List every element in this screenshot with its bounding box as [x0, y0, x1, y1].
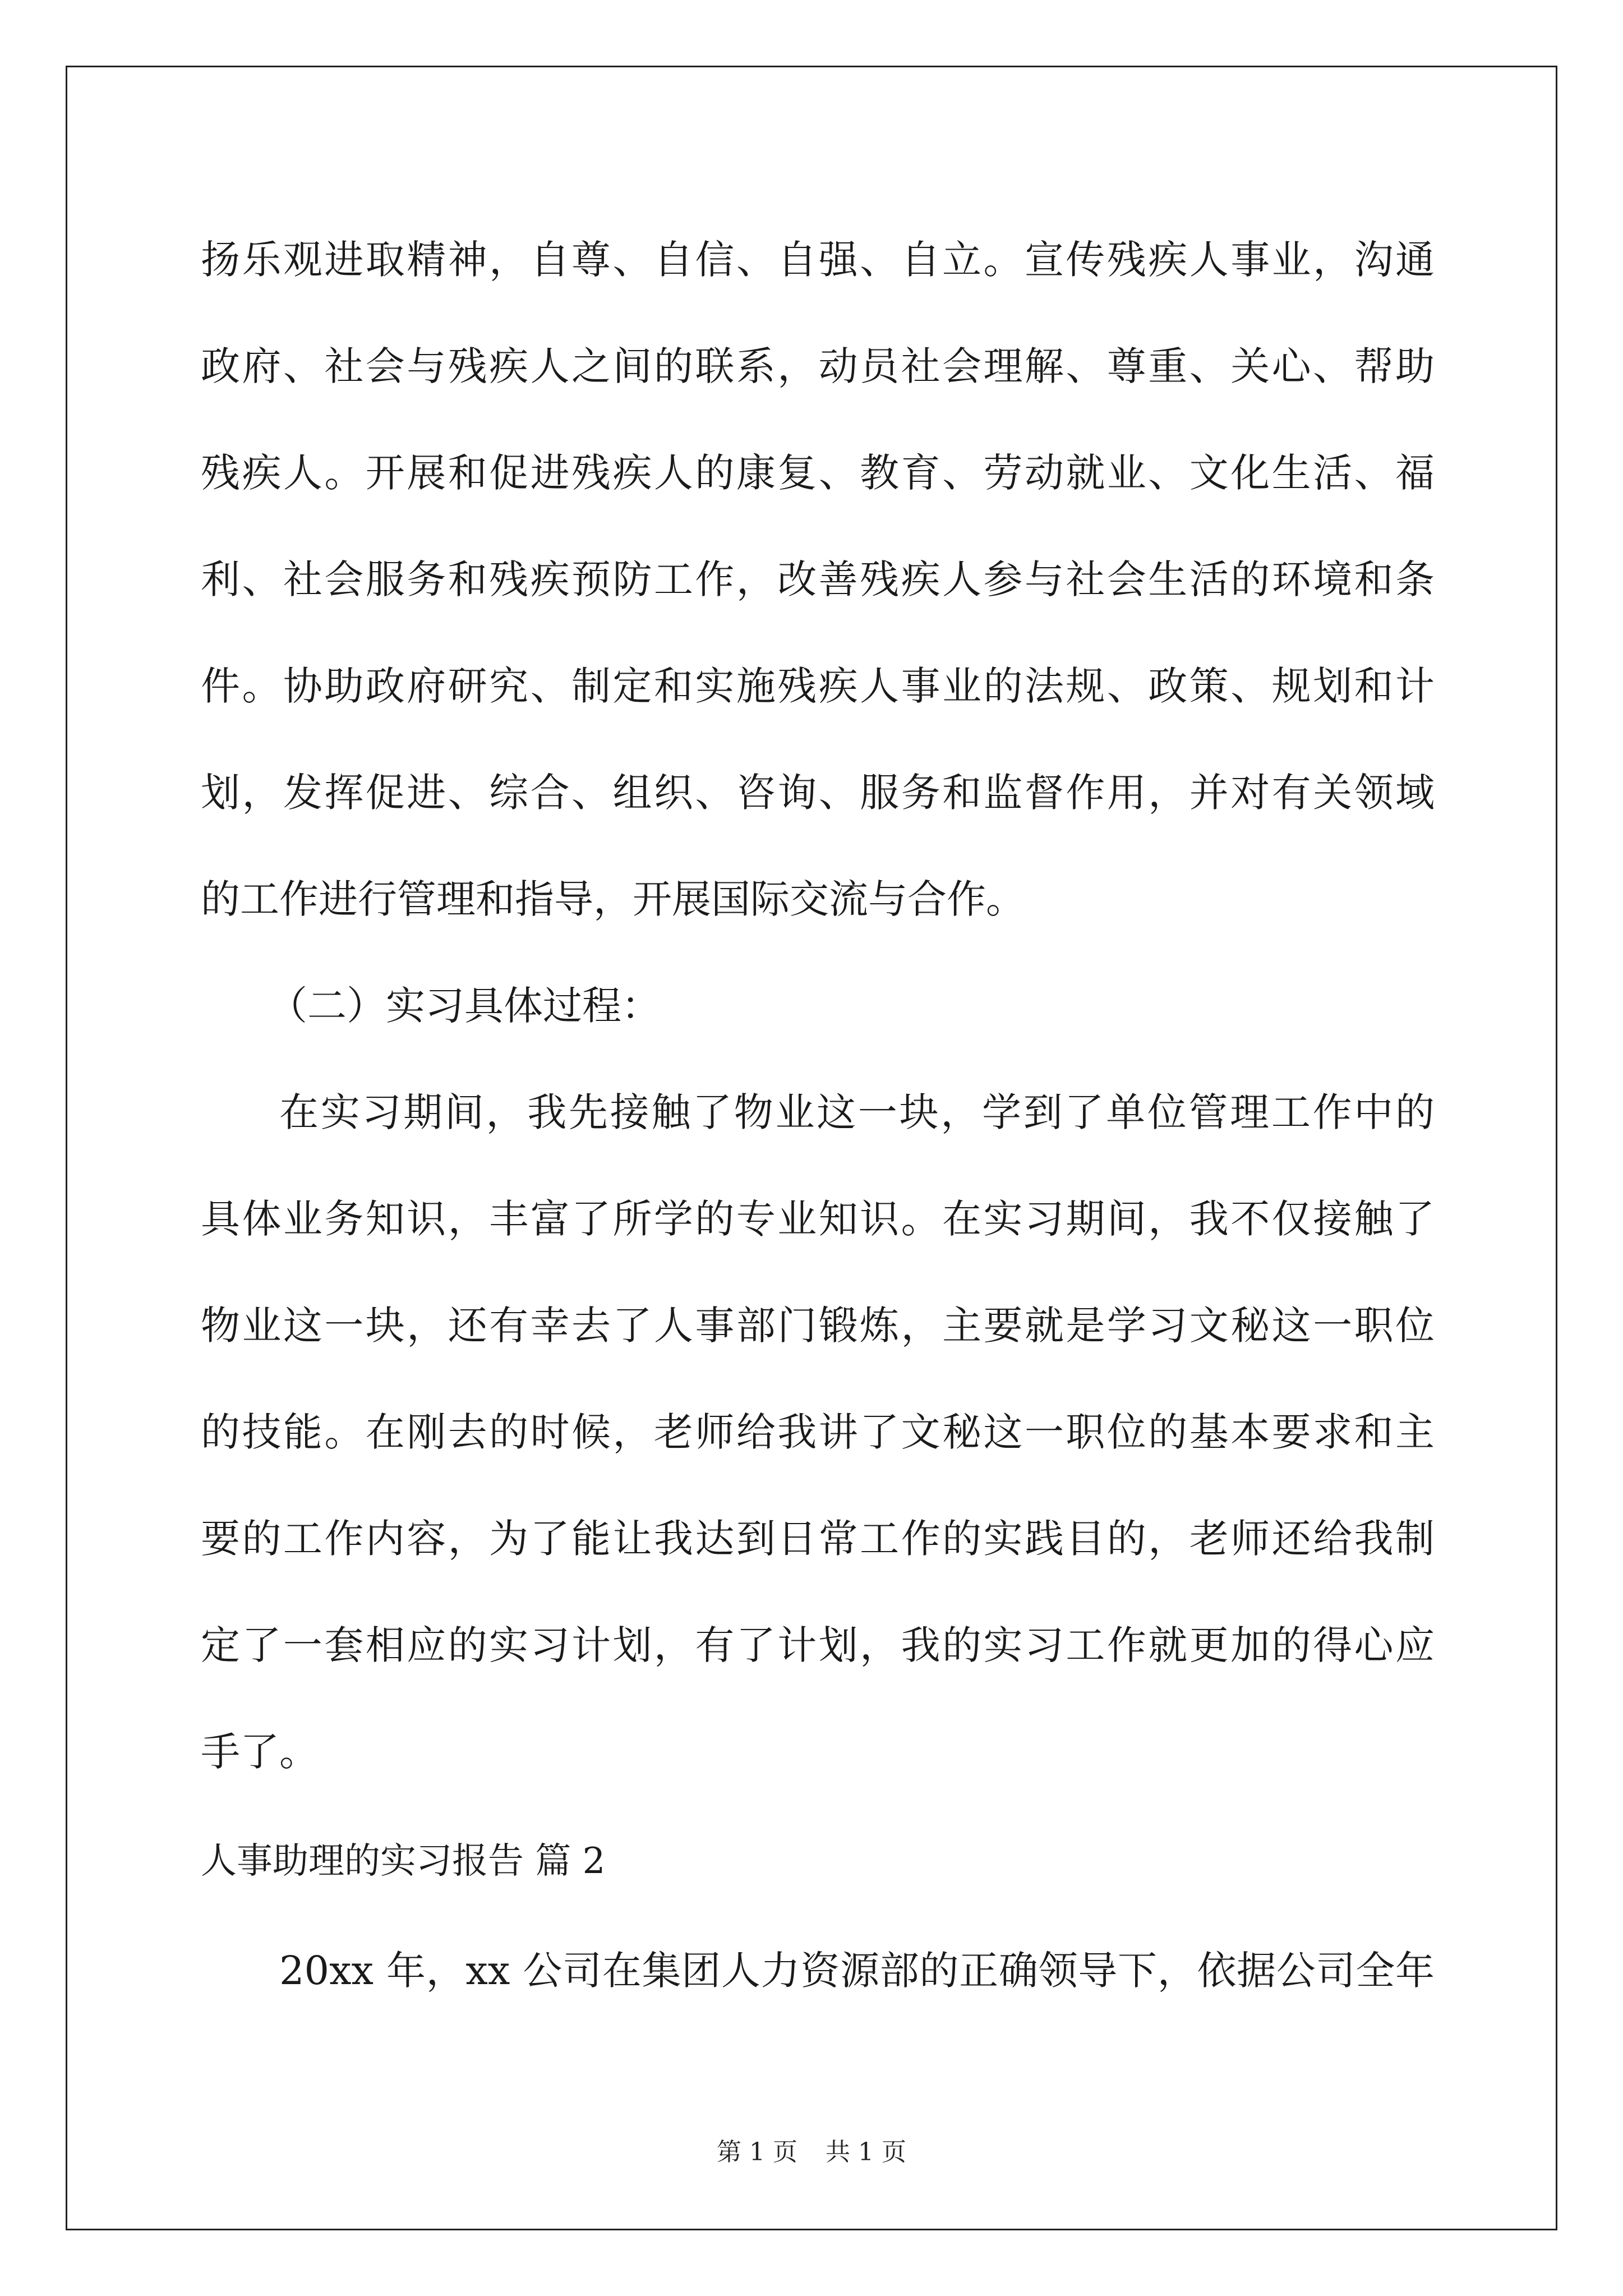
text-line: 扬乐观进取精神，自尊、自信、自强、自立。宣传残疾人事业，沟通 — [201, 237, 1435, 283]
text-line: 政府、社会与残疾人之间的联系，动员社会理解、尊重、关心、帮助 — [201, 343, 1435, 389]
subheading: （二）实习具体过程： — [268, 983, 661, 1029]
text-line: 划，发挥促进、综合、组织、咨询、服务和监督作用，并对有关领域 — [201, 770, 1435, 816]
page-total: 共 1 页 — [826, 2138, 906, 2166]
text-line: 残疾人。开展和促进残疾人的康复、教育、劳动就业、文化生活、福 — [201, 450, 1435, 496]
page-footer — [0, 2132, 1623, 2168]
text-line: 在实习期间，我先接触了物业这一块，学到了单位管理工作中的 — [279, 1089, 1435, 1135]
text-line: 利、社会服务和残疾预防工作，改善残疾人参与社会生活的环境和条 — [201, 556, 1435, 602]
text-line: 20xx 年，xx 公司在集团人力资源部的正确领导下，依据公司全年 — [279, 1948, 1435, 1994]
text-line: 要的工作内容，为了能让我达到日常工作的实践目的，老师还给我制 — [201, 1516, 1435, 1562]
paragraph-internship-process — [201, 1059, 1435, 1805]
text-line: 手了。 — [201, 1729, 319, 1775]
paragraph-company-summary — [201, 1917, 1435, 2024]
text-line: 物业这一块，还有幸去了人事部门锻炼，主要就是学习文秘这一职位 — [201, 1303, 1435, 1349]
text-line: 件。协助政府研究、制定和实施残疾人事业的法规、政策、规划和计 — [201, 663, 1435, 709]
text-line: 的技能。在刚去的时候，老师给我讲了文秘这一职位的基本要求和主 — [201, 1409, 1435, 1455]
paragraph-organization-duties — [201, 206, 1435, 953]
document-body — [201, 206, 1435, 2024]
text-line: 具体业务知识，丰富了所学的专业知识。在实习期间，我不仅接触了 — [201, 1196, 1435, 1242]
text-line: 定了一套相应的实习计划，有了计划，我的实习工作就更加的得心应 — [201, 1622, 1435, 1668]
section-title: 人事助理的实习报告 篇 2 — [201, 1841, 606, 1882]
page-number: 第 1 页 — [717, 2138, 797, 2166]
text-line: 的工作进行管理和指导，开展国际交流与合作。 — [201, 876, 1025, 922]
